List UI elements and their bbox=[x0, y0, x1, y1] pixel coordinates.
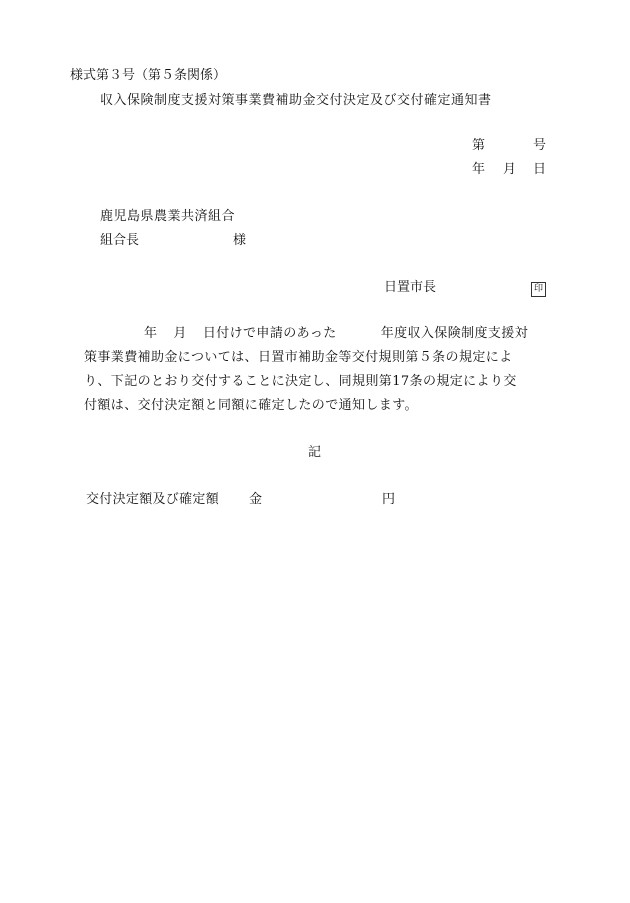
body-application-text: 日付けで申請のあった bbox=[202, 326, 337, 341]
body-line-4: 付額は、交付決定額と同額に確定したので通知します。 bbox=[84, 398, 418, 413]
amount-prefix: 金 bbox=[249, 492, 263, 507]
seal-mark bbox=[531, 280, 546, 297]
doc-date-day: 日 bbox=[533, 162, 547, 177]
body-paragraph bbox=[84, 322, 580, 418]
body-line-1 bbox=[84, 322, 580, 346]
doc-number-suffix: 号 bbox=[533, 138, 547, 153]
addressee-org: 鹿児島県農業共済組合 bbox=[100, 209, 236, 224]
body-year: 年 bbox=[144, 326, 158, 341]
doc-date-month: 月 bbox=[503, 162, 517, 177]
body-line-3: り、下記のとおり交付することに決定し、同規則第17条の規定により交 bbox=[84, 374, 517, 389]
sender-title: 日置市長 bbox=[384, 280, 437, 295]
amount-label: 交付決定額及び確定額 bbox=[86, 492, 220, 507]
ki-heading: 記 bbox=[308, 445, 322, 460]
addressee-honorific: 様 bbox=[233, 233, 247, 248]
body-fiscal-year-text: 年度収入保険制度支援対 bbox=[380, 326, 529, 341]
form-number: 様式第３号（第５条関係） bbox=[70, 68, 227, 83]
body-line-2: 策事業費補助金については、日置市補助金等交付規則第５条の規定によ bbox=[84, 350, 513, 365]
doc-date-year: 年 bbox=[472, 162, 486, 177]
seal-glyph: 印 bbox=[531, 282, 546, 297]
document-title: 収入保険制度支援対策事業費補助金交付決定及び交付確定通知書 bbox=[100, 93, 492, 108]
addressee-title: 組合長 bbox=[100, 233, 140, 248]
body-month: 月 bbox=[173, 326, 187, 341]
doc-number-prefix: 第 bbox=[472, 138, 486, 153]
amount-unit: 円 bbox=[382, 492, 396, 507]
